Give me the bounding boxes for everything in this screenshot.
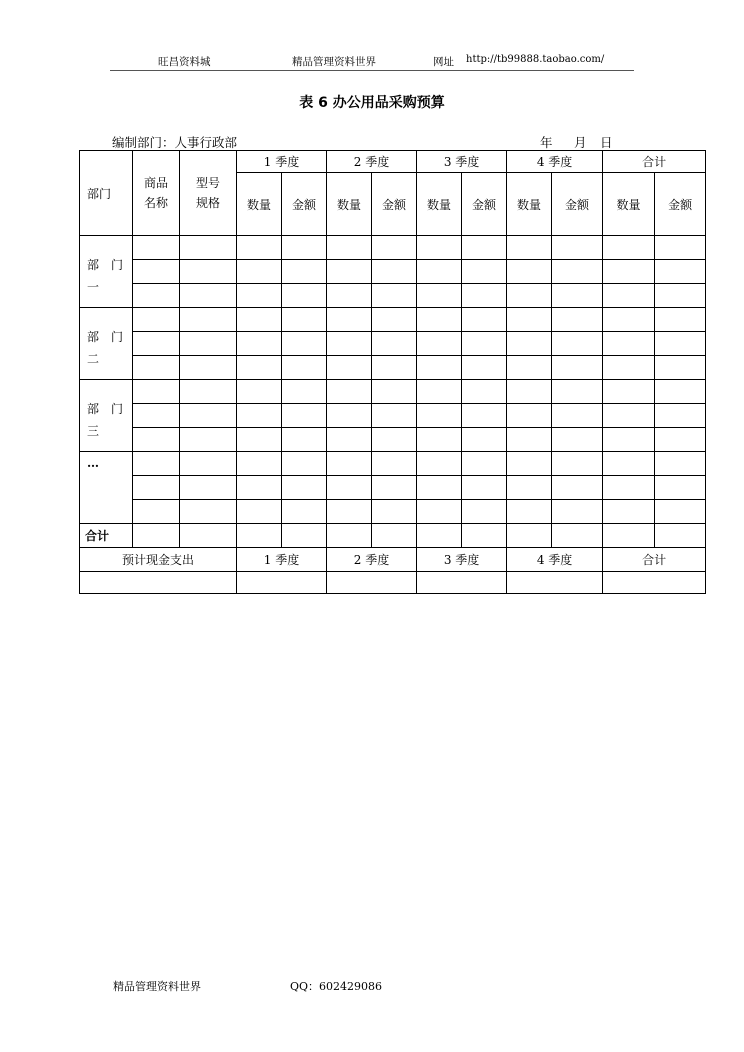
- dept-label: 编制部门：人事行政部: [112, 135, 238, 150]
- table-cell[interactable]: [417, 236, 462, 260]
- table-cell[interactable]: [507, 452, 552, 476]
- footer-qq: QQ：602429086: [290, 980, 383, 993]
- table-cell[interactable]: [282, 284, 327, 308]
- table-cell[interactable]: [417, 500, 462, 524]
- table-cell[interactable]: [237, 284, 282, 308]
- table-cell[interactable]: [417, 332, 462, 356]
- table-cell[interactable]: [462, 380, 507, 404]
- table-cell[interactable]: [180, 308, 237, 332]
- table-row: [80, 428, 706, 452]
- amount-header: 金额: [462, 173, 507, 236]
- table-cell[interactable]: [507, 428, 552, 452]
- cash-total-header: 合计: [603, 548, 706, 572]
- table-cell[interactable]: [603, 380, 655, 404]
- table-cell[interactable]: [417, 284, 462, 308]
- table-cell[interactable]: [507, 500, 552, 524]
- table-cell[interactable]: [372, 428, 417, 452]
- table-cell[interactable]: [133, 284, 180, 308]
- table-cell[interactable]: [180, 332, 237, 356]
- table-cell[interactable]: [133, 524, 180, 548]
- table-cell[interactable]: [507, 308, 552, 332]
- cash-quarter-header: 1 季度: [237, 548, 327, 572]
- table-cell[interactable]: [282, 308, 327, 332]
- table-cell[interactable]: [372, 524, 417, 548]
- cash-header-row: [80, 548, 706, 572]
- table-cell[interactable]: [133, 380, 180, 404]
- table-cell[interactable]: [507, 476, 552, 500]
- table-cell[interactable]: [327, 260, 372, 284]
- table-cell[interactable]: [327, 476, 372, 500]
- total-row: [80, 524, 706, 548]
- table-row: [80, 284, 706, 308]
- table-cell[interactable]: [282, 476, 327, 500]
- table-cell[interactable]: [133, 236, 180, 260]
- table-cell[interactable]: [133, 476, 180, 500]
- department-cell: 部 门 三: [80, 380, 133, 452]
- table-cell[interactable]: [507, 332, 552, 356]
- table-row: [80, 260, 706, 284]
- table-cell[interactable]: [655, 380, 706, 404]
- quarter-header-2: 2 季度: [327, 151, 417, 173]
- table-row: [80, 308, 706, 332]
- table-cell[interactable]: [655, 476, 706, 500]
- quarter-header-4: 4 季度: [507, 151, 603, 173]
- table-cell[interactable]: [237, 428, 282, 452]
- table-cell[interactable]: [180, 260, 237, 284]
- table-cell[interactable]: [462, 308, 507, 332]
- table-cell[interactable]: [655, 260, 706, 284]
- cash-value-row: [80, 572, 706, 594]
- table-cell[interactable]: [507, 404, 552, 428]
- table-cell[interactable]: [327, 236, 372, 260]
- table-cell[interactable]: [552, 332, 603, 356]
- table-cell[interactable]: [552, 236, 603, 260]
- table-cell[interactable]: [180, 404, 237, 428]
- cash-quarter-header: 3 季度: [417, 548, 507, 572]
- table-cell[interactable]: [417, 524, 462, 548]
- table-cell[interactable]: [655, 500, 706, 524]
- table-cell[interactable]: [462, 356, 507, 380]
- table-cell[interactable]: [603, 356, 655, 380]
- footer-left: 精品管理资料世界: [113, 980, 201, 993]
- table-cell[interactable]: [603, 500, 655, 524]
- table-cell[interactable]: [133, 500, 180, 524]
- table-row: [80, 356, 706, 380]
- table-cell[interactable]: [327, 452, 372, 476]
- table-cell[interactable]: [552, 356, 603, 380]
- table-cell[interactable]: [372, 284, 417, 308]
- table-cell[interactable]: [603, 236, 655, 260]
- table-cell[interactable]: [133, 332, 180, 356]
- table-cell[interactable]: [603, 452, 655, 476]
- table-cell[interactable]: [603, 260, 655, 284]
- table-row: [80, 236, 706, 260]
- table-cell[interactable]: [237, 332, 282, 356]
- quarter-header-1: 1 季度: [237, 151, 327, 173]
- table-cell[interactable]: [237, 356, 282, 380]
- table-cell[interactable]: [462, 236, 507, 260]
- table-cell[interactable]: [282, 404, 327, 428]
- table-cell[interactable]: [417, 308, 462, 332]
- table-cell[interactable]: [372, 500, 417, 524]
- table-cell[interactable]: [655, 524, 706, 548]
- cash-quarter-header: 4 季度: [507, 548, 603, 572]
- table-row: [80, 332, 706, 356]
- table-cell[interactable]: [655, 428, 706, 452]
- table-cell[interactable]: [282, 356, 327, 380]
- table-cell[interactable]: [462, 284, 507, 308]
- table-cell[interactable]: [180, 476, 237, 500]
- table-cell[interactable]: [552, 284, 603, 308]
- table-cell[interactable]: [603, 284, 655, 308]
- table-cell[interactable]: [462, 260, 507, 284]
- table-cell[interactable]: [237, 380, 282, 404]
- table-cell[interactable]: [133, 428, 180, 452]
- table-cell[interactable]: [327, 332, 372, 356]
- department-cell: 部 门 一: [80, 236, 133, 308]
- table-cell[interactable]: [417, 572, 507, 594]
- amount-header: 金额: [372, 173, 417, 236]
- table-cell[interactable]: [327, 572, 417, 594]
- year-label: 年: [540, 135, 553, 150]
- table-cell[interactable]: [417, 476, 462, 500]
- table-cell[interactable]: [237, 476, 282, 500]
- table-cell[interactable]: [237, 572, 327, 594]
- table-cell[interactable]: [462, 404, 507, 428]
- table-cell[interactable]: [372, 260, 417, 284]
- table-cell[interactable]: [462, 524, 507, 548]
- qty-header: 数量: [417, 173, 462, 236]
- table-cell[interactable]: [180, 524, 237, 548]
- table-cell[interactable]: [133, 452, 180, 476]
- qty-header: 数量: [603, 173, 655, 236]
- amount-header: 金额: [282, 173, 327, 236]
- table-cell[interactable]: [282, 260, 327, 284]
- page-header: [110, 52, 634, 71]
- department-cell: 部 门 二: [80, 308, 133, 380]
- table-cell[interactable]: [327, 404, 372, 428]
- table-cell[interactable]: [372, 308, 417, 332]
- table-cell[interactable]: [603, 308, 655, 332]
- table-cell[interactable]: [417, 380, 462, 404]
- table-cell[interactable]: [282, 452, 327, 476]
- table-cell[interactable]: [372, 404, 417, 428]
- table-cell[interactable]: [372, 356, 417, 380]
- table-cell[interactable]: [462, 476, 507, 500]
- table-cell[interactable]: [133, 308, 180, 332]
- table-cell[interactable]: [327, 308, 372, 332]
- table-cell[interactable]: [603, 332, 655, 356]
- table-cell[interactable]: [552, 500, 603, 524]
- table-cell[interactable]: [282, 524, 327, 548]
- table-cell[interactable]: [462, 500, 507, 524]
- table-cell[interactable]: [133, 260, 180, 284]
- table-cell[interactable]: [180, 356, 237, 380]
- table-cell[interactable]: [133, 356, 180, 380]
- table-cell[interactable]: [327, 284, 372, 308]
- cash-quarter-header: 2 季度: [327, 548, 417, 572]
- table-cell[interactable]: [507, 524, 552, 548]
- table-cell[interactable]: [462, 452, 507, 476]
- table-cell[interactable]: [327, 428, 372, 452]
- table-cell[interactable]: [372, 452, 417, 476]
- table-cell[interactable]: [552, 476, 603, 500]
- page-title: 表 6 办公用品采购预算: [299, 95, 445, 111]
- table-cell[interactable]: [282, 380, 327, 404]
- cash-label: 预计现金支出: [80, 548, 237, 572]
- header-url-label: 网址: [433, 56, 454, 68]
- table-cell[interactable]: [327, 356, 372, 380]
- table-cell[interactable]: [603, 476, 655, 500]
- table-cell[interactable]: [237, 524, 282, 548]
- qty-header: 数量: [237, 173, 282, 236]
- table-cell[interactable]: [237, 236, 282, 260]
- table-row: [80, 476, 706, 500]
- table-cell[interactable]: [80, 572, 237, 594]
- table-cell[interactable]: [282, 332, 327, 356]
- table-cell[interactable]: [552, 404, 603, 428]
- qty-header: 数量: [327, 173, 372, 236]
- table-cell[interactable]: [237, 308, 282, 332]
- table-cell[interactable]: [507, 380, 552, 404]
- header-left: 旺昌资料城: [158, 56, 211, 68]
- total-label: 合计: [80, 524, 133, 548]
- table-cell[interactable]: [603, 524, 655, 548]
- table-cell[interactable]: [603, 428, 655, 452]
- header-center: 精品管理资料世界: [292, 56, 376, 68]
- table-cell[interactable]: [417, 452, 462, 476]
- table-cell[interactable]: [507, 236, 552, 260]
- table-cell[interactable]: [462, 332, 507, 356]
- table-cell[interactable]: [327, 524, 372, 548]
- table-cell[interactable]: [237, 260, 282, 284]
- table-cell[interactable]: [507, 260, 552, 284]
- table-cell[interactable]: [180, 284, 237, 308]
- table-cell[interactable]: [180, 452, 237, 476]
- dept-header: 部门: [80, 151, 133, 236]
- table-cell[interactable]: [282, 428, 327, 452]
- table-cell[interactable]: [282, 236, 327, 260]
- table-row: [80, 452, 706, 476]
- qty-header: 数量: [507, 173, 552, 236]
- table-cell[interactable]: [655, 236, 706, 260]
- table-cell[interactable]: [507, 572, 603, 594]
- table-cell[interactable]: [655, 284, 706, 308]
- spec-header: 型号 规格: [180, 151, 237, 236]
- table-row: [80, 404, 706, 428]
- table-cell[interactable]: [133, 404, 180, 428]
- table-cell[interactable]: [552, 452, 603, 476]
- amount-header: 金额: [655, 173, 706, 236]
- table-cell[interactable]: [417, 260, 462, 284]
- amount-header: 金额: [552, 173, 603, 236]
- table-cell[interactable]: [237, 404, 282, 428]
- budget-table: [79, 150, 706, 594]
- table-cell[interactable]: [552, 428, 603, 452]
- table-cell[interactable]: [552, 524, 603, 548]
- table-cell[interactable]: [180, 380, 237, 404]
- table-cell[interactable]: [603, 572, 706, 594]
- table-cell[interactable]: [180, 500, 237, 524]
- table-cell[interactable]: [282, 500, 327, 524]
- table-cell[interactable]: [372, 332, 417, 356]
- table-cell[interactable]: [417, 428, 462, 452]
- table-cell[interactable]: [462, 428, 507, 452]
- table-cell[interactable]: [372, 236, 417, 260]
- total-header: 合计: [603, 151, 706, 173]
- table-row: [80, 380, 706, 404]
- table-cell[interactable]: [552, 380, 603, 404]
- quarter-header-3: 3 季度: [417, 151, 507, 173]
- table-cell[interactable]: [327, 380, 372, 404]
- table-row: [80, 500, 706, 524]
- table-cell[interactable]: [655, 308, 706, 332]
- table-cell[interactable]: [237, 452, 282, 476]
- table-cell[interactable]: [372, 380, 417, 404]
- table-cell[interactable]: [327, 500, 372, 524]
- table-cell[interactable]: [655, 332, 706, 356]
- month-label: 月: [574, 135, 587, 150]
- table-cell[interactable]: [655, 356, 706, 380]
- table-cell[interactable]: [552, 260, 603, 284]
- table-cell[interactable]: [180, 428, 237, 452]
- table-cell[interactable]: [507, 356, 552, 380]
- table-cell[interactable]: [552, 308, 603, 332]
- header-url[interactable]: http://tb99888.taobao.com/: [466, 54, 605, 65]
- item-name-header: 商品 名称: [133, 151, 180, 236]
- table-cell[interactable]: [417, 356, 462, 380]
- table-cell[interactable]: [603, 404, 655, 428]
- table-cell[interactable]: [507, 284, 552, 308]
- table-cell[interactable]: [655, 452, 706, 476]
- table-cell[interactable]: [372, 476, 417, 500]
- department-cell: …: [80, 452, 133, 524]
- table-cell[interactable]: [655, 404, 706, 428]
- table-cell[interactable]: [417, 404, 462, 428]
- table-cell[interactable]: [237, 500, 282, 524]
- day-label: 日: [600, 135, 613, 150]
- table-cell[interactable]: [180, 236, 237, 260]
